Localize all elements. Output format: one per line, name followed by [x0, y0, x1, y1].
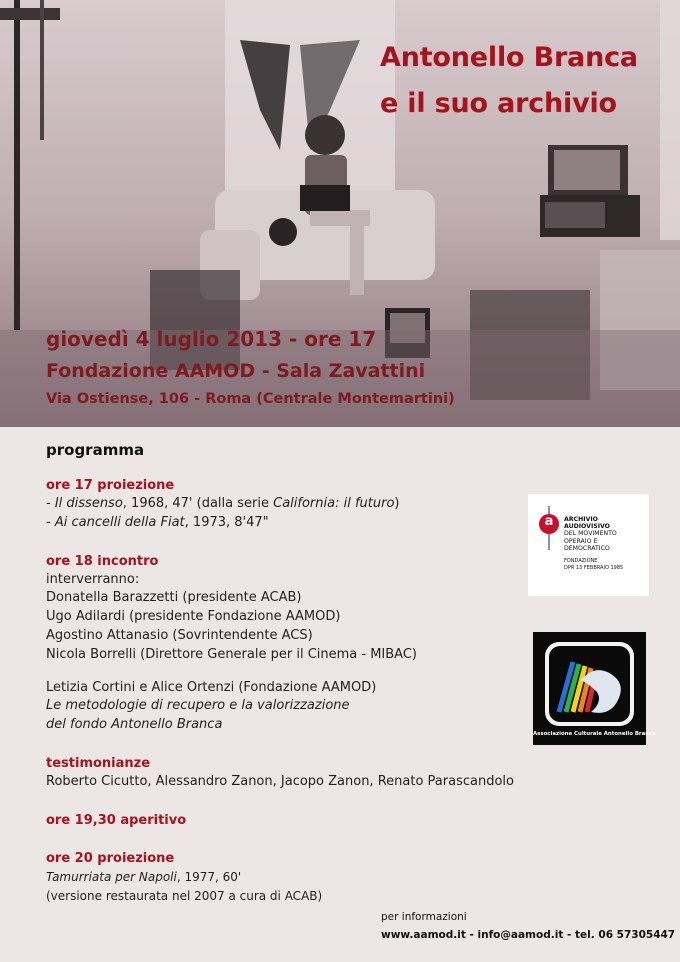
- info-label: per informazioni: [381, 911, 467, 923]
- acab-caption: Associazione Culturale Antonello Branca: [533, 731, 656, 737]
- film-ai-cancelli: - Ai cancelli della Fiat, 1973, 8'47": [46, 514, 269, 530]
- speaker-item: Donatella Barazzetti (presidente ACAB): [46, 590, 302, 606]
- aamod-logo: [528, 494, 649, 596]
- film-il-dissenso: - Il dissenso, 1968, 47' (dalla serie California: il futuro): [46, 496, 400, 511]
- program-section: [46, 441, 546, 905]
- section-meeting-18: ore 18 incontro: [46, 553, 159, 569]
- acab-logo: [533, 632, 656, 745]
- info-block: [381, 908, 675, 944]
- event-address: Via Ostiense, 106 - Roma (Centrale Montemartini): [46, 391, 455, 407]
- speaker-item: Ugo Adilardi (presidente Fondazione AAMOD): [46, 609, 341, 625]
- talk-title-line-1: Le metodologie di recupero e la valorizzazione: [46, 698, 350, 714]
- event-date: giovedì 4 luglio 2013 - ore 17: [46, 327, 377, 351]
- section-projection-20: ore 20 proiezione: [46, 850, 175, 866]
- program-heading: programma: [46, 441, 145, 459]
- speaker-item: Nicola Borrelli (Direttore Generale per il Cinema - MIBAC): [46, 646, 417, 662]
- testimony-names: Roberto Cicutto, Alessandro Zanon, Jacopo Zanon, Renato Parascandolo: [46, 773, 514, 789]
- aamod-text: ARCHIVIO AUDIOVISIVO DEL MOVIMENTO OPERAIO E DEMOCRATICO FONDAZIONE DPR 13 FEBBRAIO 1985: [564, 516, 624, 572]
- title-line-2: e il suo archivio: [380, 88, 617, 119]
- speakers-intro: interverranno:: [46, 571, 140, 587]
- header-photo: [0, 0, 680, 427]
- section-testimonies: testimonianze: [46, 755, 151, 771]
- event-venue: Fondazione AAMOD - Sala Zavattini: [46, 360, 426, 382]
- talk-speakers: Letizia Cortini e Alice Ortenzi (Fondazione AAMOD): [46, 679, 377, 695]
- section-aperitivo: ore 19,30 aperitivo: [46, 812, 187, 828]
- speaker-item: Agostino Attanasio (Sovrintendente ACS): [46, 627, 313, 643]
- talk-title-line-2: del fondo Antonello Branca: [46, 717, 223, 733]
- film-tamurriata: Tamurriata per Napoli, 1977, 60': [46, 869, 242, 884]
- section-projection-17: ore 17 proiezione: [46, 478, 175, 493]
- info-contacts: www.aamod.it - info@aamod.it - tel. 06 57305447: [381, 929, 676, 941]
- acab-rainbow-icon: [533, 632, 656, 745]
- aamod-letter: a: [544, 514, 554, 529]
- title-line-1: Antonello Branca: [380, 42, 638, 73]
- film-restoration-note: (versione restaurata nel 2007 a cura di ACAB): [46, 888, 323, 903]
